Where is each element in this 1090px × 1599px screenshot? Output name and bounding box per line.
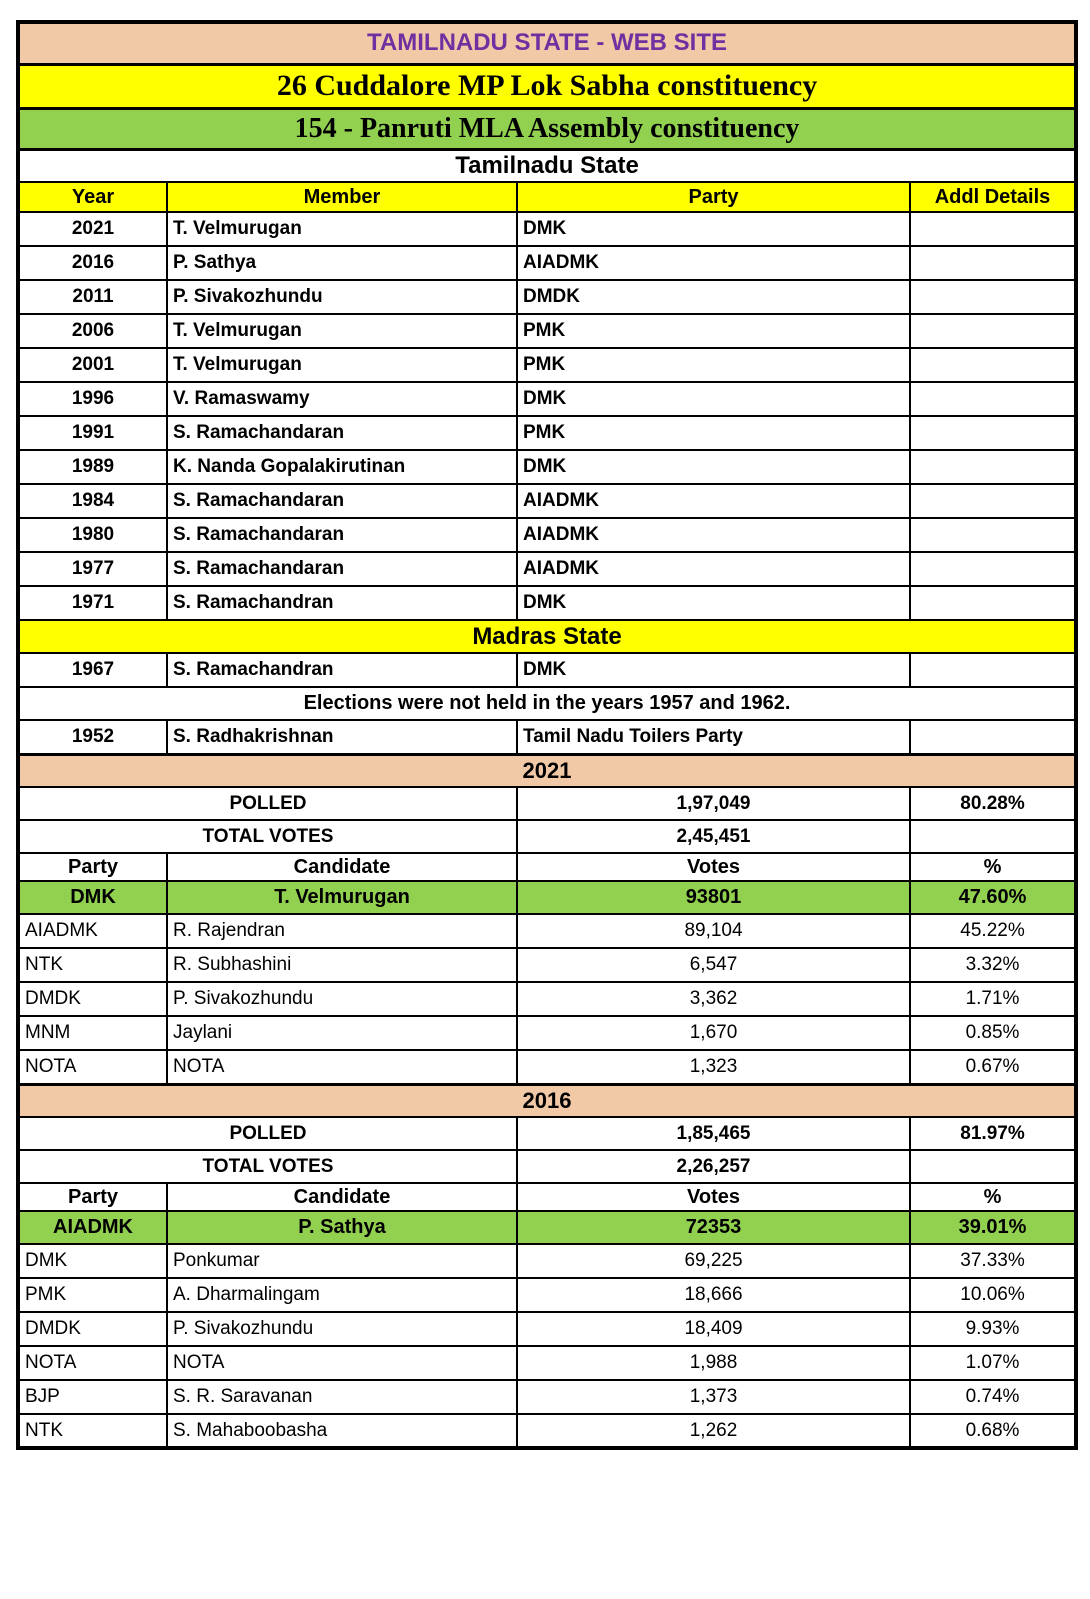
member-cell: V. Ramaswamy [167, 382, 517, 416]
member-cell: P. Sathya [167, 246, 517, 280]
addl-details-cell [910, 348, 1076, 382]
year-cell: 2016 [18, 246, 167, 280]
addl-details-cell [910, 450, 1076, 484]
member-cell: P. Sivakozhundu [167, 280, 517, 314]
year-cell: 1980 [18, 518, 167, 552]
winner-percent-cell: 39.01% [910, 1211, 1076, 1244]
candidate-cell: P. Sivakozhundu [167, 1312, 517, 1346]
mla-constituency-title: 154 - Panruti MLA Assembly constituency [18, 108, 1076, 149]
votes-cell: 18,666 [517, 1278, 910, 1312]
member-row [18, 552, 1076, 586]
votes-header: Votes [517, 1183, 910, 1211]
member-row [18, 212, 1076, 246]
mp-constituency-title: 26 Cuddalore MP Lok Sabha constituency [18, 64, 1076, 108]
tamilnadu-state-row [18, 149, 1076, 182]
winner-candidate-cell: T. Velmurugan [167, 881, 517, 914]
member-row [18, 416, 1076, 450]
candidate-cell: NOTA [167, 1050, 517, 1084]
party-cell: AIADMK [517, 246, 910, 280]
party-cell: DMDK [517, 280, 910, 314]
member-cell: T. Velmurugan [167, 348, 517, 382]
percent-cell: 37.33% [910, 1244, 1076, 1278]
site-banner: TAMILNADU STATE - WEB SITE [18, 22, 1076, 64]
party-cell: PMK [517, 348, 910, 382]
party-cell: Tamil Nadu Toilers Party [517, 720, 910, 754]
winner-candidate-cell: P. Sathya [167, 1211, 517, 1244]
member-row [18, 314, 1076, 348]
party-header: Party [517, 182, 910, 212]
addl-details-cell [910, 720, 1076, 754]
addl-details-cell [910, 246, 1076, 280]
result-row [18, 948, 1076, 982]
polled-pct: 81.97% [910, 1117, 1076, 1150]
percent-header: % [910, 853, 1076, 881]
votes-cell: 18,409 [517, 1312, 910, 1346]
member-row [18, 450, 1076, 484]
addl-details-cell [910, 586, 1076, 620]
election-year-2021: 2021 [18, 754, 1076, 787]
member-header: Member [167, 182, 517, 212]
percent-header: % [910, 1183, 1076, 1211]
winner-votes-cell: 72353 [517, 1211, 910, 1244]
addl-details-cell [910, 518, 1076, 552]
winner-party-cell: AIADMK [18, 1211, 167, 1244]
party-cell: PMK [18, 1278, 167, 1312]
result-row [18, 1244, 1076, 1278]
votes-header: Votes [517, 853, 910, 881]
votes-cell: 1,373 [517, 1380, 910, 1414]
total-votes-label: TOTAL VOTES [18, 1150, 517, 1183]
addl-details-cell [910, 416, 1076, 450]
winner-percent-cell: 47.60% [910, 881, 1076, 914]
result-row [18, 1312, 1076, 1346]
winner-row-2021 [18, 881, 1076, 914]
result-row [18, 1414, 1076, 1448]
addl-details-header: Addl Details [910, 182, 1076, 212]
result-row [18, 1346, 1076, 1380]
addl-details-cell [910, 212, 1076, 246]
member-row [18, 720, 1076, 754]
percent-cell: 0.85% [910, 1016, 1076, 1050]
total-votes-value: 2,45,451 [517, 820, 910, 853]
year-cell: 1989 [18, 450, 167, 484]
addl-details-cell [910, 314, 1076, 348]
total-votes-row-2021 [18, 820, 1076, 853]
party-cell: MNM [18, 1016, 167, 1050]
year-cell: 2021 [18, 212, 167, 246]
candidate-cell: Jaylani [167, 1016, 517, 1050]
candidate-cell: R. Rajendran [167, 914, 517, 948]
member-cell: S. Ramachandaran [167, 484, 517, 518]
winner-party-cell: DMK [18, 881, 167, 914]
candidate-cell: NOTA [167, 1346, 517, 1380]
winner-votes-cell: 93801 [517, 881, 910, 914]
total-votes-pct [910, 1150, 1076, 1183]
percent-cell: 1.07% [910, 1346, 1076, 1380]
member-cell: K. Nanda Gopalakirutinan [167, 450, 517, 484]
party-cell: PMK [517, 416, 910, 450]
member-cell: S. Ramachandaran [167, 416, 517, 450]
party-cell: DMDK [18, 982, 167, 1016]
result-row [18, 1380, 1076, 1414]
results-header-row-2016 [18, 1183, 1076, 1211]
winner-row-2016 [18, 1211, 1076, 1244]
percent-cell: 3.32% [910, 948, 1076, 982]
party-cell: BJP [18, 1380, 167, 1414]
party-cell: DMK [517, 450, 910, 484]
member-row [18, 484, 1076, 518]
result-row [18, 1016, 1076, 1050]
madras-state-row [18, 620, 1076, 653]
percent-cell: 10.06% [910, 1278, 1076, 1312]
party-cell: AIADMK [517, 484, 910, 518]
member-row [18, 586, 1076, 620]
percent-cell: 1.71% [910, 982, 1076, 1016]
member-row [18, 246, 1076, 280]
party-cell: AIADMK [517, 552, 910, 586]
addl-details-cell [910, 280, 1076, 314]
member-row [18, 280, 1076, 314]
party-header: Party [18, 1183, 167, 1211]
tamilnadu-state-title: Tamilnadu State [18, 149, 1076, 182]
polled-row-2016 [18, 1117, 1076, 1150]
candidate-header: Candidate [167, 1183, 517, 1211]
polled-row-2021 [18, 787, 1076, 820]
votes-cell: 3,362 [517, 982, 910, 1016]
result-row [18, 1278, 1076, 1312]
candidate-cell: R. Subhashini [167, 948, 517, 982]
addl-details-cell [910, 484, 1076, 518]
party-header: Party [18, 853, 167, 881]
year-cell: 2001 [18, 348, 167, 382]
year-cell: 1977 [18, 552, 167, 586]
party-cell: NTK [18, 1414, 167, 1448]
party-cell: NOTA [18, 1050, 167, 1084]
total-votes-label: TOTAL VOTES [18, 820, 517, 853]
votes-cell: 1,323 [517, 1050, 910, 1084]
party-cell: NOTA [18, 1346, 167, 1380]
member-cell: S. Ramachandaran [167, 518, 517, 552]
polled-pct: 80.28% [910, 787, 1076, 820]
percent-cell: 0.67% [910, 1050, 1076, 1084]
percent-cell: 45.22% [910, 914, 1076, 948]
year-cell: 1967 [18, 653, 167, 687]
party-cell: NTK [18, 948, 167, 982]
addl-details-cell [910, 552, 1076, 586]
addl-details-cell [910, 382, 1076, 416]
party-cell: AIADMK [517, 518, 910, 552]
party-cell: AIADMK [18, 914, 167, 948]
total-votes-pct [910, 820, 1076, 853]
results-header-row-2021 [18, 853, 1076, 881]
member-cell: S. Ramachandran [167, 653, 517, 687]
votes-cell: 1,670 [517, 1016, 910, 1050]
polled-label: POLLED [18, 1117, 517, 1150]
no-elections-note-row [18, 687, 1076, 720]
constituency-table [16, 20, 1078, 1450]
member-row [18, 518, 1076, 552]
candidate-cell: A. Dharmalingam [167, 1278, 517, 1312]
party-cell: DMK [517, 212, 910, 246]
votes-cell: 1,988 [517, 1346, 910, 1380]
madras-state-title: Madras State [18, 620, 1076, 653]
member-cell: T. Velmurugan [167, 212, 517, 246]
mp-constituency-row [18, 64, 1076, 108]
result-row [18, 1050, 1076, 1084]
votes-cell: 6,547 [517, 948, 910, 982]
percent-cell: 0.74% [910, 1380, 1076, 1414]
mla-constituency-row [18, 108, 1076, 149]
party-cell: DMK [517, 653, 910, 687]
member-row [18, 348, 1076, 382]
candidate-cell: Ponkumar [167, 1244, 517, 1278]
candidate-header: Candidate [167, 853, 517, 881]
member-cell: S. Ramachandran [167, 586, 517, 620]
member-cell: S. Ramachandaran [167, 552, 517, 586]
no-elections-note: Elections were not held in the years 1957 and 1962. [18, 687, 1076, 720]
year-cell: 1984 [18, 484, 167, 518]
result-row [18, 914, 1076, 948]
votes-cell: 89,104 [517, 914, 910, 948]
year-cell: 2011 [18, 280, 167, 314]
candidate-cell: P. Sivakozhundu [167, 982, 517, 1016]
election-year-2016: 2016 [18, 1084, 1076, 1117]
election-year-row-2021 [18, 754, 1076, 787]
members-header-row [18, 182, 1076, 212]
year-cell: 1991 [18, 416, 167, 450]
votes-cell: 69,225 [517, 1244, 910, 1278]
polled-value: 1,97,049 [517, 787, 910, 820]
member-cell: T. Velmurugan [167, 314, 517, 348]
member-row [18, 382, 1076, 416]
party-cell: DMDK [18, 1312, 167, 1346]
votes-cell: 1,262 [517, 1414, 910, 1448]
year-cell: 1996 [18, 382, 167, 416]
year-cell: 1952 [18, 720, 167, 754]
party-cell: DMK [517, 382, 910, 416]
addl-details-cell [910, 653, 1076, 687]
percent-cell: 9.93% [910, 1312, 1076, 1346]
year-cell: 1971 [18, 586, 167, 620]
member-row [18, 653, 1076, 687]
site-banner-row [18, 22, 1076, 64]
party-cell: DMK [18, 1244, 167, 1278]
candidate-cell: S. Mahaboobasha [167, 1414, 517, 1448]
year-cell: 2006 [18, 314, 167, 348]
percent-cell: 0.68% [910, 1414, 1076, 1448]
total-votes-row-2016 [18, 1150, 1076, 1183]
party-cell: PMK [517, 314, 910, 348]
member-cell: S. Radhakrishnan [167, 720, 517, 754]
result-row [18, 982, 1076, 1016]
year-header: Year [18, 182, 167, 212]
election-year-row-2016 [18, 1084, 1076, 1117]
candidate-cell: S. R. Saravanan [167, 1380, 517, 1414]
party-cell: DMK [517, 586, 910, 620]
total-votes-value: 2,26,257 [517, 1150, 910, 1183]
polled-value: 1,85,465 [517, 1117, 910, 1150]
polled-label: POLLED [18, 787, 517, 820]
